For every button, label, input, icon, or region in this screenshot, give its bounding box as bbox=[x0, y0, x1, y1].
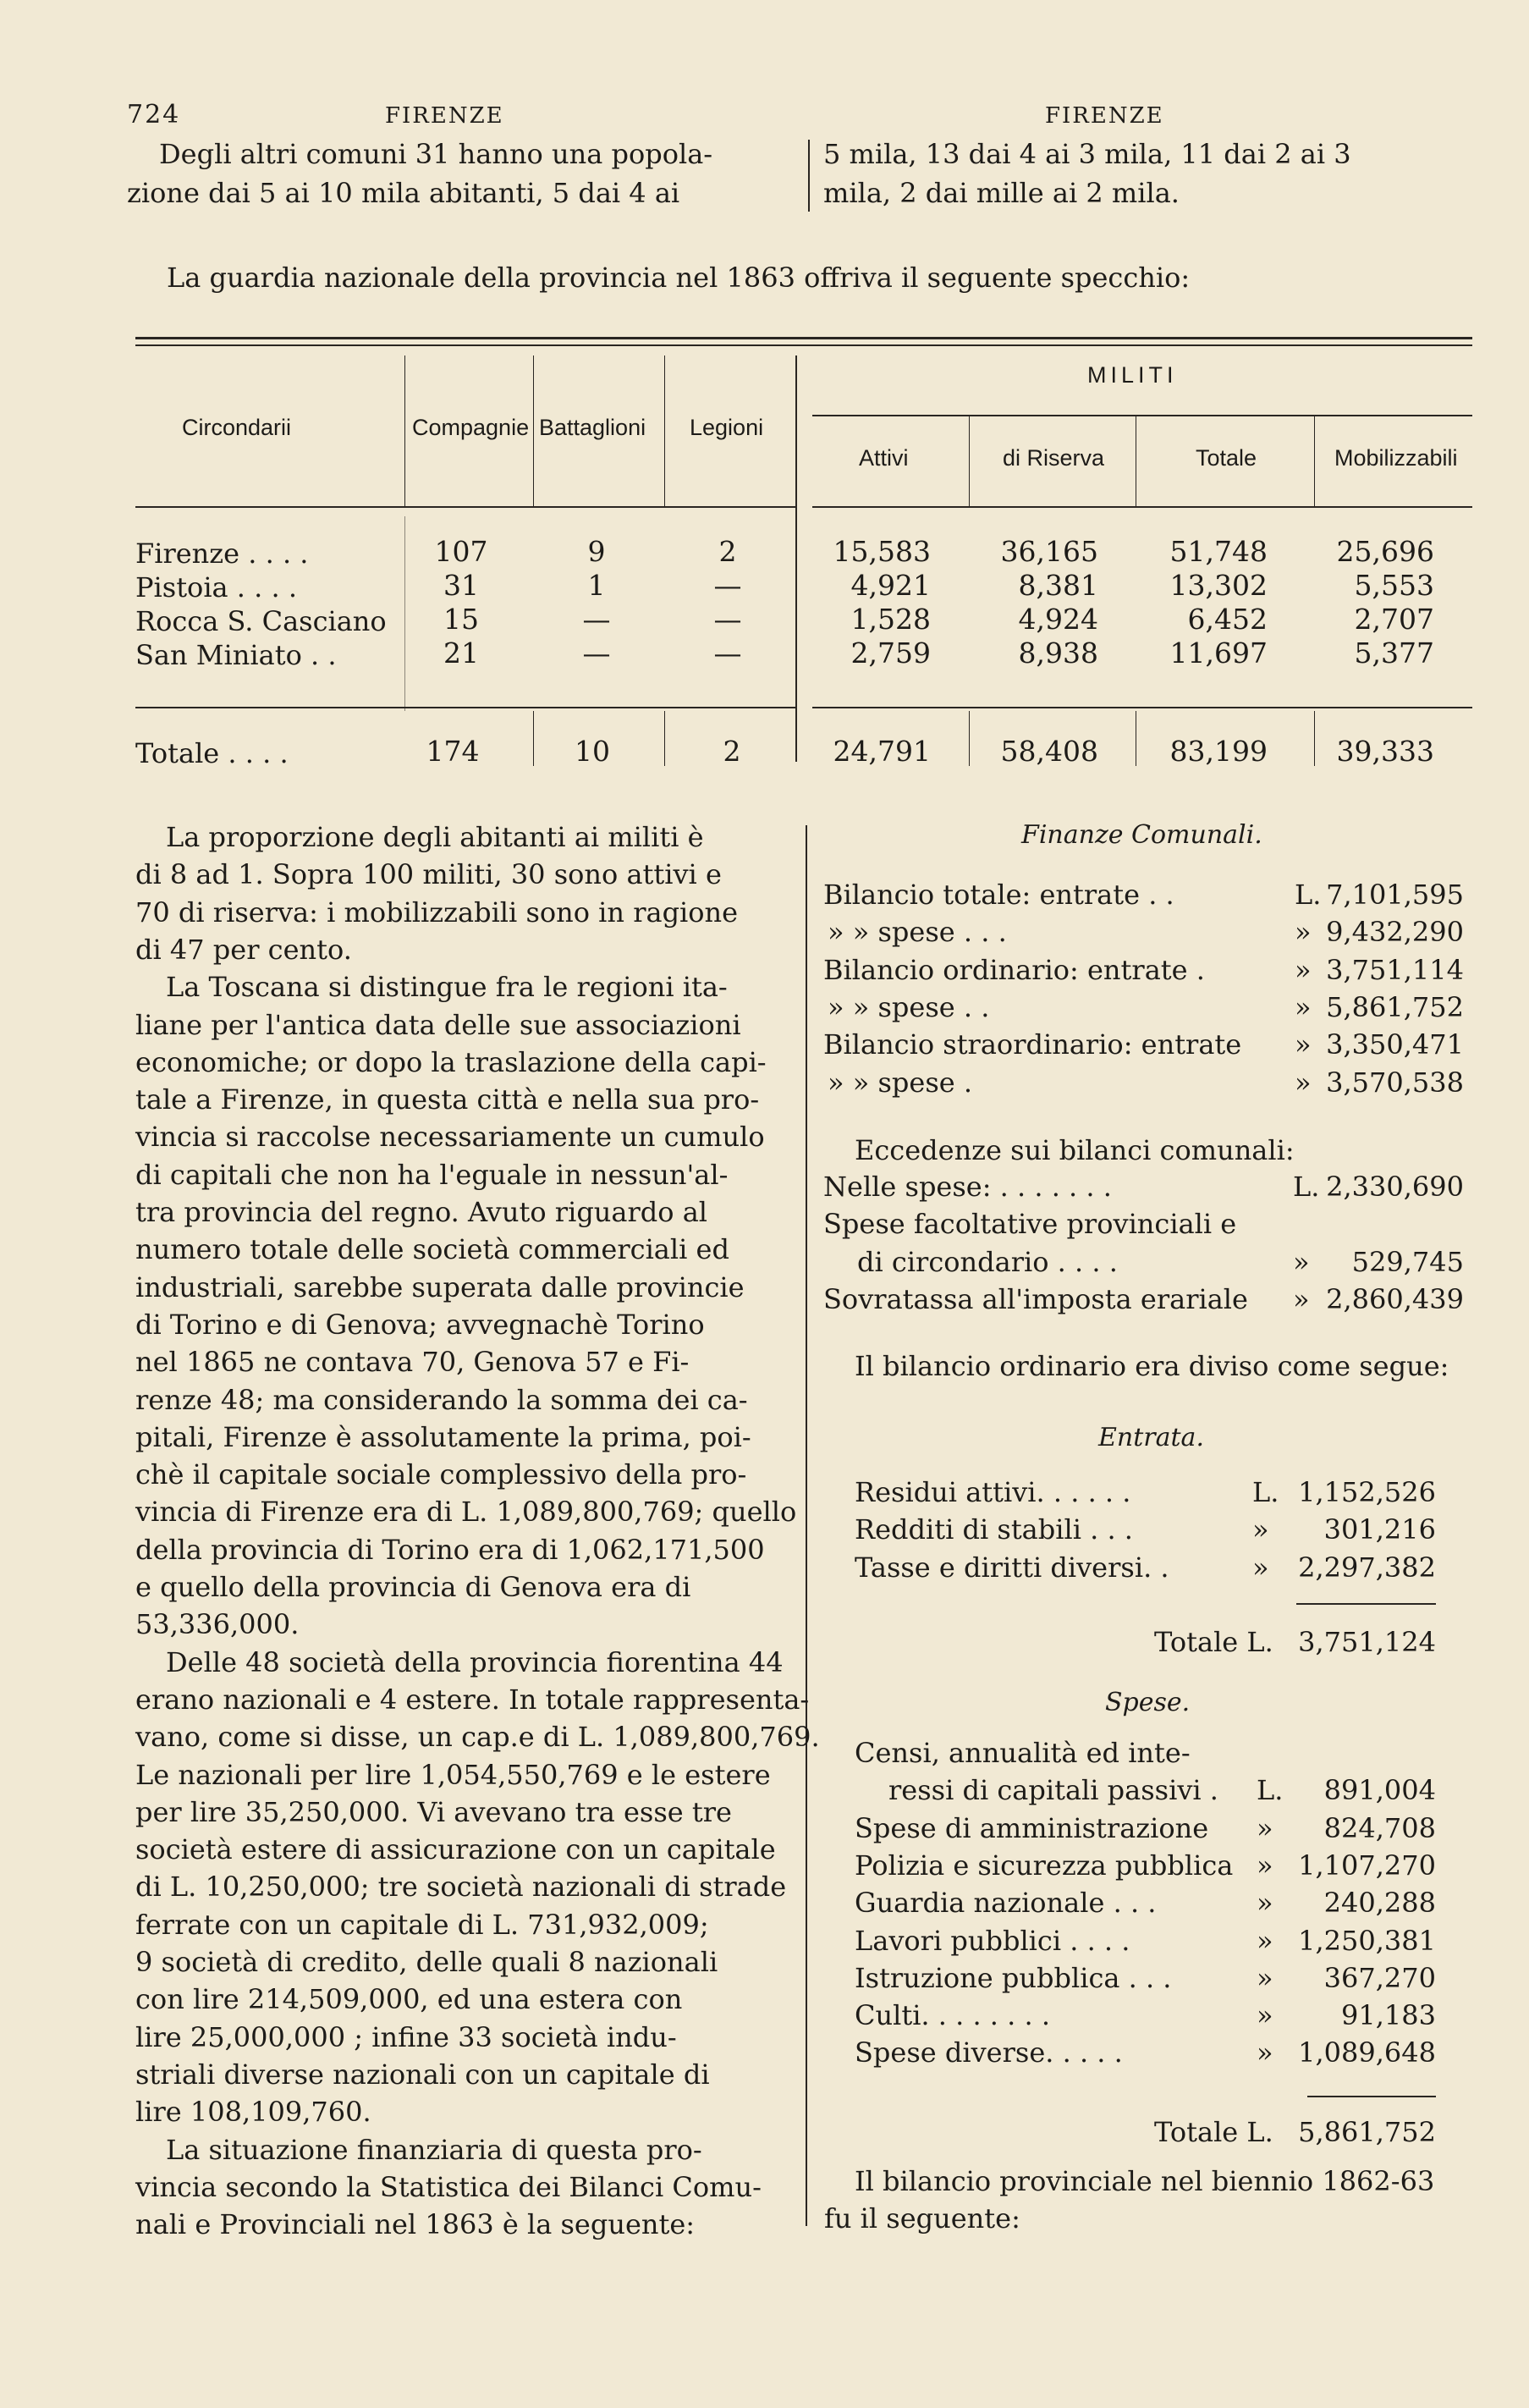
intro-left-line-2: zione dai 5 ai 10 mila abitanti, 5 dai 4 ai bbox=[127, 177, 680, 209]
left-text-line: di 8 ad 1. Sopra 100 militi, 30 sono attivi e bbox=[135, 858, 722, 891]
ledger-label: Lavori pubblici . . . . bbox=[855, 1924, 1130, 1957]
spese-total-value: 5,861,752 bbox=[1298, 2116, 1436, 2148]
intro-sentence: La guardia nazionale della provincia nel 1863 offriva il seguente specchio: bbox=[167, 262, 1191, 294]
left-text-line: Le nazionali per lire 1,054,550,769 e le estere bbox=[135, 1758, 771, 1791]
cell-legioni: — bbox=[713, 569, 742, 602]
left-text-line: 70 di riserva: i mobilizzabili sono in ragione bbox=[135, 895, 739, 928]
ledger-label: » » spese . . . bbox=[828, 916, 1007, 949]
ledger-currency: » bbox=[1257, 2036, 1273, 2069]
cell-attivi: 2,759 bbox=[850, 636, 931, 670]
cell-riserva: 8,381 bbox=[1018, 569, 1098, 602]
table-top-rule-2 bbox=[135, 344, 1472, 346]
intro-left-line-1: Degli altri comuni 31 hanno una popola- bbox=[159, 138, 713, 170]
cell-battaglioni: 1 bbox=[587, 569, 606, 602]
ledger-currency: » bbox=[1257, 1849, 1273, 1882]
left-text-line: della provincia di Torino era di 1,062,171,500 bbox=[135, 1533, 765, 1566]
intro-right-line-2: mila, 2 dai mille ai 2 mila. bbox=[823, 177, 1180, 209]
th-compagnie: Compagnie bbox=[412, 415, 530, 440]
ledger-value: 7,101,595 bbox=[1326, 879, 1464, 911]
militi-rule bbox=[812, 415, 1472, 416]
table-top-rule bbox=[135, 337, 1472, 339]
cell-legioni: — bbox=[713, 603, 742, 636]
cell-totale: 13,302 bbox=[1169, 569, 1268, 602]
ledger-label: Spese facoltative provinciali e bbox=[823, 1208, 1237, 1241]
left-text-line: vano, come si disse, un cap.e di L. 1,089,800,769. bbox=[135, 1721, 820, 1754]
left-text-line: con lire 214,509,000, ed una estera con bbox=[135, 1983, 683, 2016]
spese-total-label: Totale L. bbox=[1154, 2116, 1273, 2148]
ledger-currency: L. bbox=[1257, 1774, 1284, 1807]
total-totale: 83,199 bbox=[1169, 735, 1268, 768]
left-text-line: vincia secondo la Statistica dei Bilanci Comu- bbox=[135, 2170, 762, 2203]
ledger-value: 91,183 bbox=[1341, 1999, 1436, 2032]
ledger-value: 9,432,290 bbox=[1326, 916, 1464, 949]
ledger-value: 240,288 bbox=[1323, 1887, 1436, 1920]
cell-totale: 51,748 bbox=[1169, 535, 1268, 568]
ledger-value: 3,570,538 bbox=[1326, 1066, 1464, 1099]
left-text-line: ferrate con un capitale di L. 731,932,009; bbox=[135, 1908, 709, 1941]
cell-name: San Miniato . . bbox=[135, 639, 337, 671]
entrata-sum-rule bbox=[1296, 1603, 1436, 1605]
th-riserva: di Riserva bbox=[1003, 445, 1105, 471]
th-circondarii: Circondarii bbox=[182, 415, 292, 440]
ledger-value: 2,297,382 bbox=[1298, 1551, 1436, 1584]
ledger-currency: » bbox=[1293, 1282, 1310, 1315]
cell-compagnie: 31 bbox=[443, 569, 479, 602]
ledger-label: Tasse e diritti diversi. . bbox=[855, 1551, 1169, 1584]
th-mobilizzabili: Mobilizzabili bbox=[1334, 445, 1458, 471]
closing-line-1: Il bilancio provinciale nel biennio 1862-63 bbox=[855, 2165, 1435, 2197]
ledger-value: 3,350,471 bbox=[1326, 1028, 1464, 1061]
left-text-line: chè il capitale sociale complessivo della pro- bbox=[135, 1458, 747, 1491]
left-text-line: numero totale delle società commerciali ed bbox=[135, 1233, 729, 1266]
ledger-value: 1,089,648 bbox=[1298, 2036, 1436, 2069]
total-riserva: 58,408 bbox=[1000, 735, 1098, 768]
entrata-total-label: Totale L. bbox=[1154, 1626, 1273, 1658]
vrule-body bbox=[404, 516, 405, 711]
left-text-line: società estere di assicurazione con un capitale bbox=[135, 1833, 776, 1866]
vrule bbox=[969, 415, 970, 508]
ledger-currency: » bbox=[1252, 1551, 1269, 1584]
left-text-line: Delle 48 società della provincia fiorentina 44 bbox=[166, 1645, 784, 1678]
ledger-value: 529,745 bbox=[1351, 1245, 1464, 1278]
body-column-divider bbox=[806, 825, 807, 2226]
cell-attivi: 15,583 bbox=[833, 535, 931, 568]
left-text-line: lire 25,000,000 ; infine 33 società indu- bbox=[135, 2020, 677, 2053]
left-text-line: industriali, sarebbe superata dalle provincie bbox=[135, 1270, 745, 1303]
th-battaglioni: Battaglioni bbox=[539, 415, 646, 440]
ledger-label: Istruzione pubblica . . . bbox=[855, 1961, 1172, 1994]
th-militi: MILITI bbox=[1087, 362, 1178, 388]
cell-compagnie: 21 bbox=[443, 636, 479, 670]
ledger-value: 367,270 bbox=[1323, 1961, 1436, 1994]
ledger-currency: » bbox=[1295, 1066, 1312, 1099]
ledger-label: Spese diverse. . . . . bbox=[855, 2036, 1123, 2069]
left-text-line: La proporzione degli abitanti ai militi è bbox=[166, 821, 704, 853]
ledger-value: 2,860,439 bbox=[1326, 1282, 1464, 1315]
vrule bbox=[404, 355, 405, 508]
cell-totale: 6,452 bbox=[1187, 603, 1268, 636]
ledger-currency: » bbox=[1295, 916, 1312, 949]
ledger-currency: L. bbox=[1252, 1476, 1279, 1508]
header-bottom-rule bbox=[135, 506, 795, 508]
column-divider bbox=[808, 140, 810, 212]
left-text-line: striali diverse nazionali con un capitale di bbox=[135, 2058, 710, 2091]
ledger-label: di circondario . . . . bbox=[857, 1245, 1118, 1278]
entrata-title: Entrata. bbox=[1098, 1423, 1204, 1452]
ledger-currency: » bbox=[1295, 990, 1312, 1023]
total-rule bbox=[135, 707, 795, 708]
left-text-line: La Toscana si distingue fra le regioni ita- bbox=[166, 971, 728, 1004]
cell-attivi: 4,921 bbox=[850, 569, 931, 602]
ledger-value: 301,216 bbox=[1323, 1513, 1436, 1546]
left-text-line: pitali, Firenze è assolutamente la prima, poi- bbox=[135, 1420, 751, 1453]
ledger-value: 3,751,114 bbox=[1326, 953, 1464, 986]
cell-legioni: — bbox=[713, 636, 742, 670]
finanze-title: Finanze Comunali. bbox=[1021, 820, 1262, 850]
left-text-line: di Torino e di Genova; avvegnachè Torino bbox=[135, 1308, 705, 1341]
left-text-line: tale a Firenze, in questa città e nella sua pro- bbox=[135, 1083, 760, 1116]
ledger-currency: » bbox=[1257, 1924, 1273, 1957]
total-attivi: 24,791 bbox=[833, 735, 931, 768]
ledger-value: 824,708 bbox=[1323, 1811, 1436, 1844]
cell-riserva: 36,165 bbox=[1000, 535, 1098, 568]
cell-legioni: 2 bbox=[718, 535, 737, 568]
cell-battaglioni: — bbox=[582, 603, 611, 636]
intro-right-line-1: 5 mila, 13 dai 4 ai 3 mila, 11 dai 2 ai 3 bbox=[823, 138, 1351, 170]
ledger-currency: » bbox=[1257, 1999, 1273, 2032]
th-totale: Totale bbox=[1196, 445, 1257, 471]
ledger-label: Bilancio totale: entrate . . bbox=[823, 879, 1174, 911]
total-legioni: 2 bbox=[723, 735, 741, 768]
vrule bbox=[1314, 415, 1315, 508]
ledger-label: Culti. . . . . . . . bbox=[855, 1999, 1050, 2032]
total-name: Totale . . . . bbox=[135, 737, 289, 769]
spese-sum-rule bbox=[1307, 2096, 1436, 2097]
entrata-total-value: 3,751,124 bbox=[1298, 1626, 1436, 1658]
ledger-currency: » bbox=[1257, 1887, 1273, 1920]
cell-totale: 11,697 bbox=[1169, 636, 1268, 670]
left-text-line: di L. 10,250,000; tre società nazionali di strade bbox=[135, 1871, 787, 1904]
left-text-line: La situazione finanziaria di questa pro- bbox=[166, 2133, 702, 2166]
ledger-currency: » bbox=[1293, 1245, 1310, 1278]
left-text-line: vincia di Firenze era di L. 1,089,800,769; quello bbox=[135, 1496, 797, 1529]
vrule-total bbox=[664, 711, 665, 766]
cell-riserva: 8,938 bbox=[1018, 636, 1098, 670]
left-text-line: e quello della provincia di Genova era di bbox=[135, 1571, 691, 1603]
page-number: 724 bbox=[127, 100, 181, 129]
ledger-label: Spese di amministrazione bbox=[855, 1811, 1209, 1844]
left-text-line: per lire 35,250,000. Vi avevano tra esse tre bbox=[135, 1795, 732, 1828]
cell-battaglioni: — bbox=[582, 636, 611, 670]
left-text-line: nali e Provinciali nel 1863 è la seguente: bbox=[135, 2208, 696, 2241]
left-text-line: vincia si raccolse necessariamente un cumulo bbox=[135, 1121, 765, 1154]
vrule-total bbox=[969, 711, 970, 766]
vrule bbox=[795, 355, 797, 762]
ledger-label: » » spese . . bbox=[828, 990, 990, 1023]
left-text-line: lire 108,109,760. bbox=[135, 2096, 371, 2129]
running-header-right: FIRENZE bbox=[1045, 103, 1164, 129]
ledger-label: Nelle spese: . . . . . . . bbox=[823, 1171, 1112, 1203]
vrule bbox=[664, 355, 665, 508]
ledger-currency: L. bbox=[1293, 1171, 1320, 1203]
cell-compagnie: 15 bbox=[443, 603, 479, 636]
vrule-total bbox=[1314, 711, 1315, 766]
ledger-label: Bilancio straordinario: entrate bbox=[823, 1028, 1242, 1061]
cell-name: Pistoia . . . . bbox=[135, 571, 297, 603]
left-text-line: di capitali che non ha l'eguale in nessun'al- bbox=[135, 1158, 729, 1191]
left-text-line: erano nazionali e 4 estere. In totale rappresenta- bbox=[135, 1683, 810, 1716]
spese-title: Spese. bbox=[1105, 1688, 1191, 1717]
left-text-line: 53,336,000. bbox=[135, 1608, 300, 1641]
eccedenze-title: Eccedenze sui bilanci comunali: bbox=[855, 1134, 1295, 1166]
ledger-currency: » bbox=[1257, 1961, 1273, 1994]
left-text-line: renze 48; ma considerando la somma dei ca- bbox=[135, 1383, 748, 1416]
ledger-label: ressi di capitali passivi . bbox=[888, 1774, 1218, 1807]
ledger-label: Bilancio ordinario: entrate . bbox=[823, 953, 1205, 986]
ledger-label: Guardia nazionale . . . bbox=[855, 1887, 1157, 1920]
total-compagnie: 174 bbox=[426, 735, 480, 768]
ledger-currency: » bbox=[1295, 953, 1312, 986]
ledger-value: 1,152,526 bbox=[1298, 1476, 1436, 1508]
left-text-line: tra provincia del regno. Avuto riguardo al bbox=[135, 1196, 708, 1228]
cell-compagnie: 107 bbox=[434, 535, 488, 568]
vrule bbox=[533, 355, 534, 508]
cell-attivi: 1,528 bbox=[850, 603, 931, 636]
cell-riserva: 4,924 bbox=[1018, 603, 1098, 636]
total-battaglioni: 10 bbox=[575, 735, 610, 768]
ledger-label: Sovratassa all'imposta erariale bbox=[823, 1282, 1248, 1315]
ledger-label: Polizia e sicurezza pubblica bbox=[855, 1849, 1234, 1882]
ledger-label: Residui attivi. . . . . . bbox=[855, 1476, 1131, 1508]
ledger-currency: » bbox=[1295, 1028, 1312, 1061]
ledger-value: 2,330,690 bbox=[1326, 1171, 1464, 1203]
running-header-left: FIRENZE bbox=[385, 103, 504, 129]
left-text-line: liane per l'antica data delle sue associazioni bbox=[135, 1008, 741, 1041]
th-legioni: Legioni bbox=[690, 415, 764, 440]
cell-name: Firenze . . . . bbox=[135, 537, 309, 570]
diviso-line: Il bilancio ordinario era diviso come segue: bbox=[855, 1350, 1449, 1382]
cell-battaglioni: 9 bbox=[587, 535, 606, 568]
header-bottom-rule bbox=[812, 506, 1472, 508]
ledger-value: 5,861,752 bbox=[1326, 990, 1464, 1023]
cell-mobilizzabili: 5,377 bbox=[1354, 636, 1434, 670]
cell-mobilizzabili: 2,707 bbox=[1354, 603, 1434, 636]
cell-mobilizzabili: 25,696 bbox=[1336, 535, 1434, 568]
ledger-label: » » spese . bbox=[828, 1066, 973, 1099]
cell-mobilizzabili: 5,553 bbox=[1354, 569, 1434, 602]
left-text-line: economiche; or dopo la traslazione della capi- bbox=[135, 1045, 767, 1078]
ledger-label: Redditi di stabili . . . bbox=[855, 1513, 1133, 1546]
ledger-value: 1,250,381 bbox=[1298, 1924, 1436, 1957]
left-text-line: nel 1865 ne contava 70, Genova 57 e Fi- bbox=[135, 1346, 690, 1379]
ledger-currency: » bbox=[1257, 1811, 1273, 1844]
th-attivi: Attivi bbox=[859, 445, 909, 471]
vrule-total bbox=[533, 711, 534, 766]
ledger-currency: » bbox=[1252, 1513, 1269, 1546]
left-text-line: 9 società di credito, delle quali 8 nazionali bbox=[135, 1946, 718, 1978]
ledger-value: 891,004 bbox=[1323, 1774, 1436, 1807]
cell-name: Rocca S. Casciano bbox=[135, 605, 387, 637]
closing-line-2: fu il seguente: bbox=[824, 2202, 1020, 2234]
left-text-line: di 47 per cento. bbox=[135, 933, 352, 966]
ledger-currency: L. bbox=[1295, 879, 1322, 911]
ledger-label: Censi, annualità ed inte- bbox=[855, 1737, 1191, 1769]
ledger-value: 1,107,270 bbox=[1298, 1849, 1436, 1882]
total-rule bbox=[812, 707, 1472, 708]
total-mobilizzabili: 39,333 bbox=[1336, 735, 1434, 768]
